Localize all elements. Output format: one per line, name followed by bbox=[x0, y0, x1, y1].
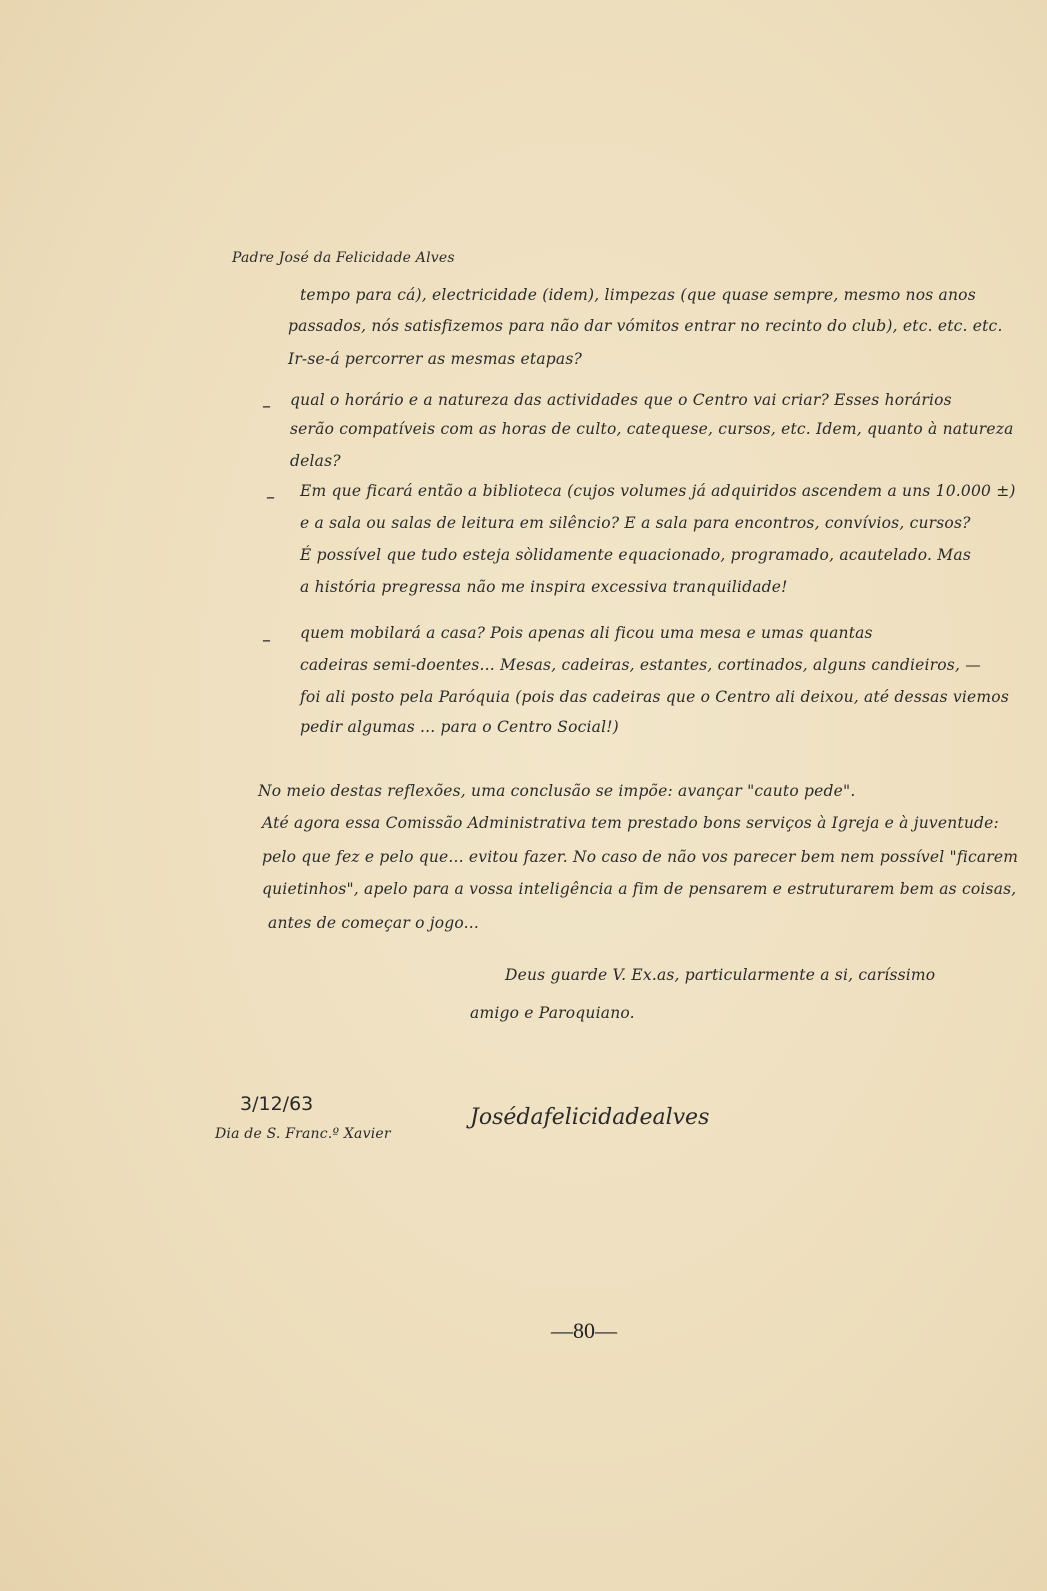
text-line: Ir-se-á percorrer as mesmas etapas? bbox=[288, 350, 582, 368]
list-dash: – bbox=[266, 487, 275, 508]
page-number: —80— bbox=[551, 1318, 617, 1343]
text-line: e a sala ou salas de leitura em silêncio? E a sala para encontros, convívios, cursos? bbox=[300, 514, 971, 532]
signature: Josédafelicidadealves bbox=[470, 1105, 710, 1130]
text-line: antes de começar o jogo... bbox=[268, 914, 480, 932]
text-line: pedir algumas ... para o Centro Social!) bbox=[300, 718, 619, 736]
text-line: qual o horário e a natureza das actividades que o Centro vai criar? Esses horários bbox=[290, 391, 952, 409]
date: 3/12/63 bbox=[240, 1093, 314, 1115]
text-line: foi ali posto pela Paróquia (pois das cadeiras que o Centro ali deixou, até dessas viemos bbox=[300, 688, 1009, 706]
list-dash: – bbox=[262, 630, 271, 651]
text-line: cadeiras semi-doentes... Mesas, cadeiras, estantes, cortinados, alguns candieiros, — bbox=[300, 656, 981, 674]
text-line: quem mobilará a casa? Pois apenas ali ficou uma mesa e umas quantas bbox=[300, 624, 873, 642]
text-line: No meio destas reflexões, uma conclusão se impõe: avançar "cauto pede". bbox=[258, 782, 856, 800]
text-line: a história pregressa não me inspira excessiva tranquilidade! bbox=[300, 578, 788, 596]
text-line: delas? bbox=[290, 452, 341, 470]
closing-line: amigo e Paroquiano. bbox=[470, 1004, 635, 1022]
text-line: Até agora essa Comissão Administrativa tem prestado bons serviços à Igreja e à juventude: bbox=[262, 814, 999, 832]
text-line: pelo que fez e pelo que... evitou fazer. No caso de não vos parecer bem nem possível "ficarem bbox=[262, 848, 1019, 866]
page-header: Padre José da Felicidade Alves bbox=[232, 250, 455, 266]
text-line: Em que ficará então a biblioteca (cujos volumes já adquiridos ascendem a uns 10.000 ±) bbox=[300, 482, 1016, 500]
text-line: passados, nós satisfizemos para não dar vómitos entrar no recinto do club), etc. etc. etc. bbox=[288, 317, 1003, 335]
text-line: É possível que tudo esteja sòlidamente equacionado, programado, acautelado. Mas bbox=[300, 546, 971, 564]
text-line: serão compatíveis com as horas de culto, catequese, cursos, etc. Idem, quanto à natureza bbox=[290, 420, 1014, 438]
text-line: quietinhos", apelo para a vossa inteligência a fim de pensarem e estruturarem bem as coisas, bbox=[262, 880, 1017, 898]
date-subtitle: Dia de S. Franc.º Xavier bbox=[215, 1126, 391, 1142]
closing-line: Deus guarde V. Ex.as, particularmente a si, caríssimo bbox=[505, 966, 936, 984]
list-dash: – bbox=[262, 396, 271, 417]
text-line: tempo para cá), electricidade (idem), limpezas (que quase sempre, mesmo nos anos bbox=[300, 286, 976, 304]
